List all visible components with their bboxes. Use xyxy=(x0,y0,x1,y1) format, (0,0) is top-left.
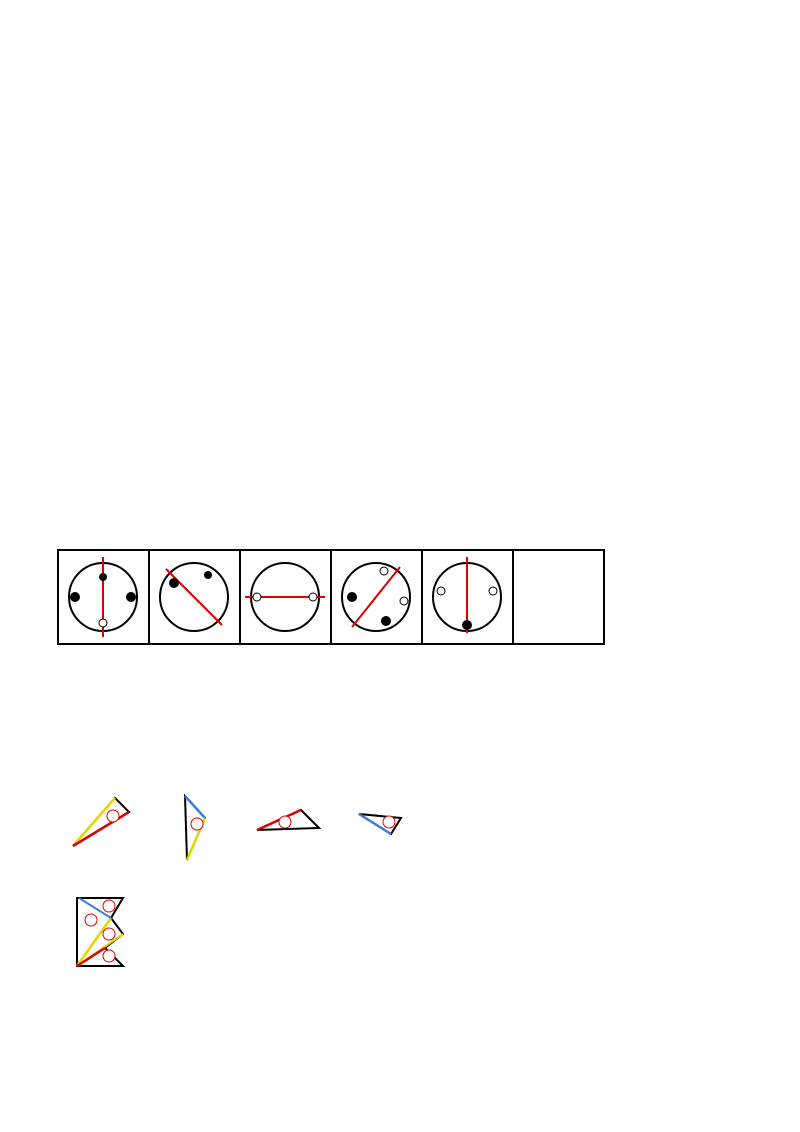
figure-80 xyxy=(57,790,417,1000)
strip-panel-4 xyxy=(342,563,410,631)
strip-panel-5 xyxy=(433,557,501,633)
figure-strip-78 xyxy=(57,549,605,645)
piece-4 xyxy=(359,814,401,834)
strip-panel-2 xyxy=(160,563,228,631)
piece-3 xyxy=(257,810,319,830)
piece-2 xyxy=(185,796,205,860)
strip-panel-1 xyxy=(69,557,137,637)
combined-shape xyxy=(77,898,123,966)
strip-panel-3 xyxy=(245,563,325,631)
piece-1 xyxy=(73,798,129,846)
